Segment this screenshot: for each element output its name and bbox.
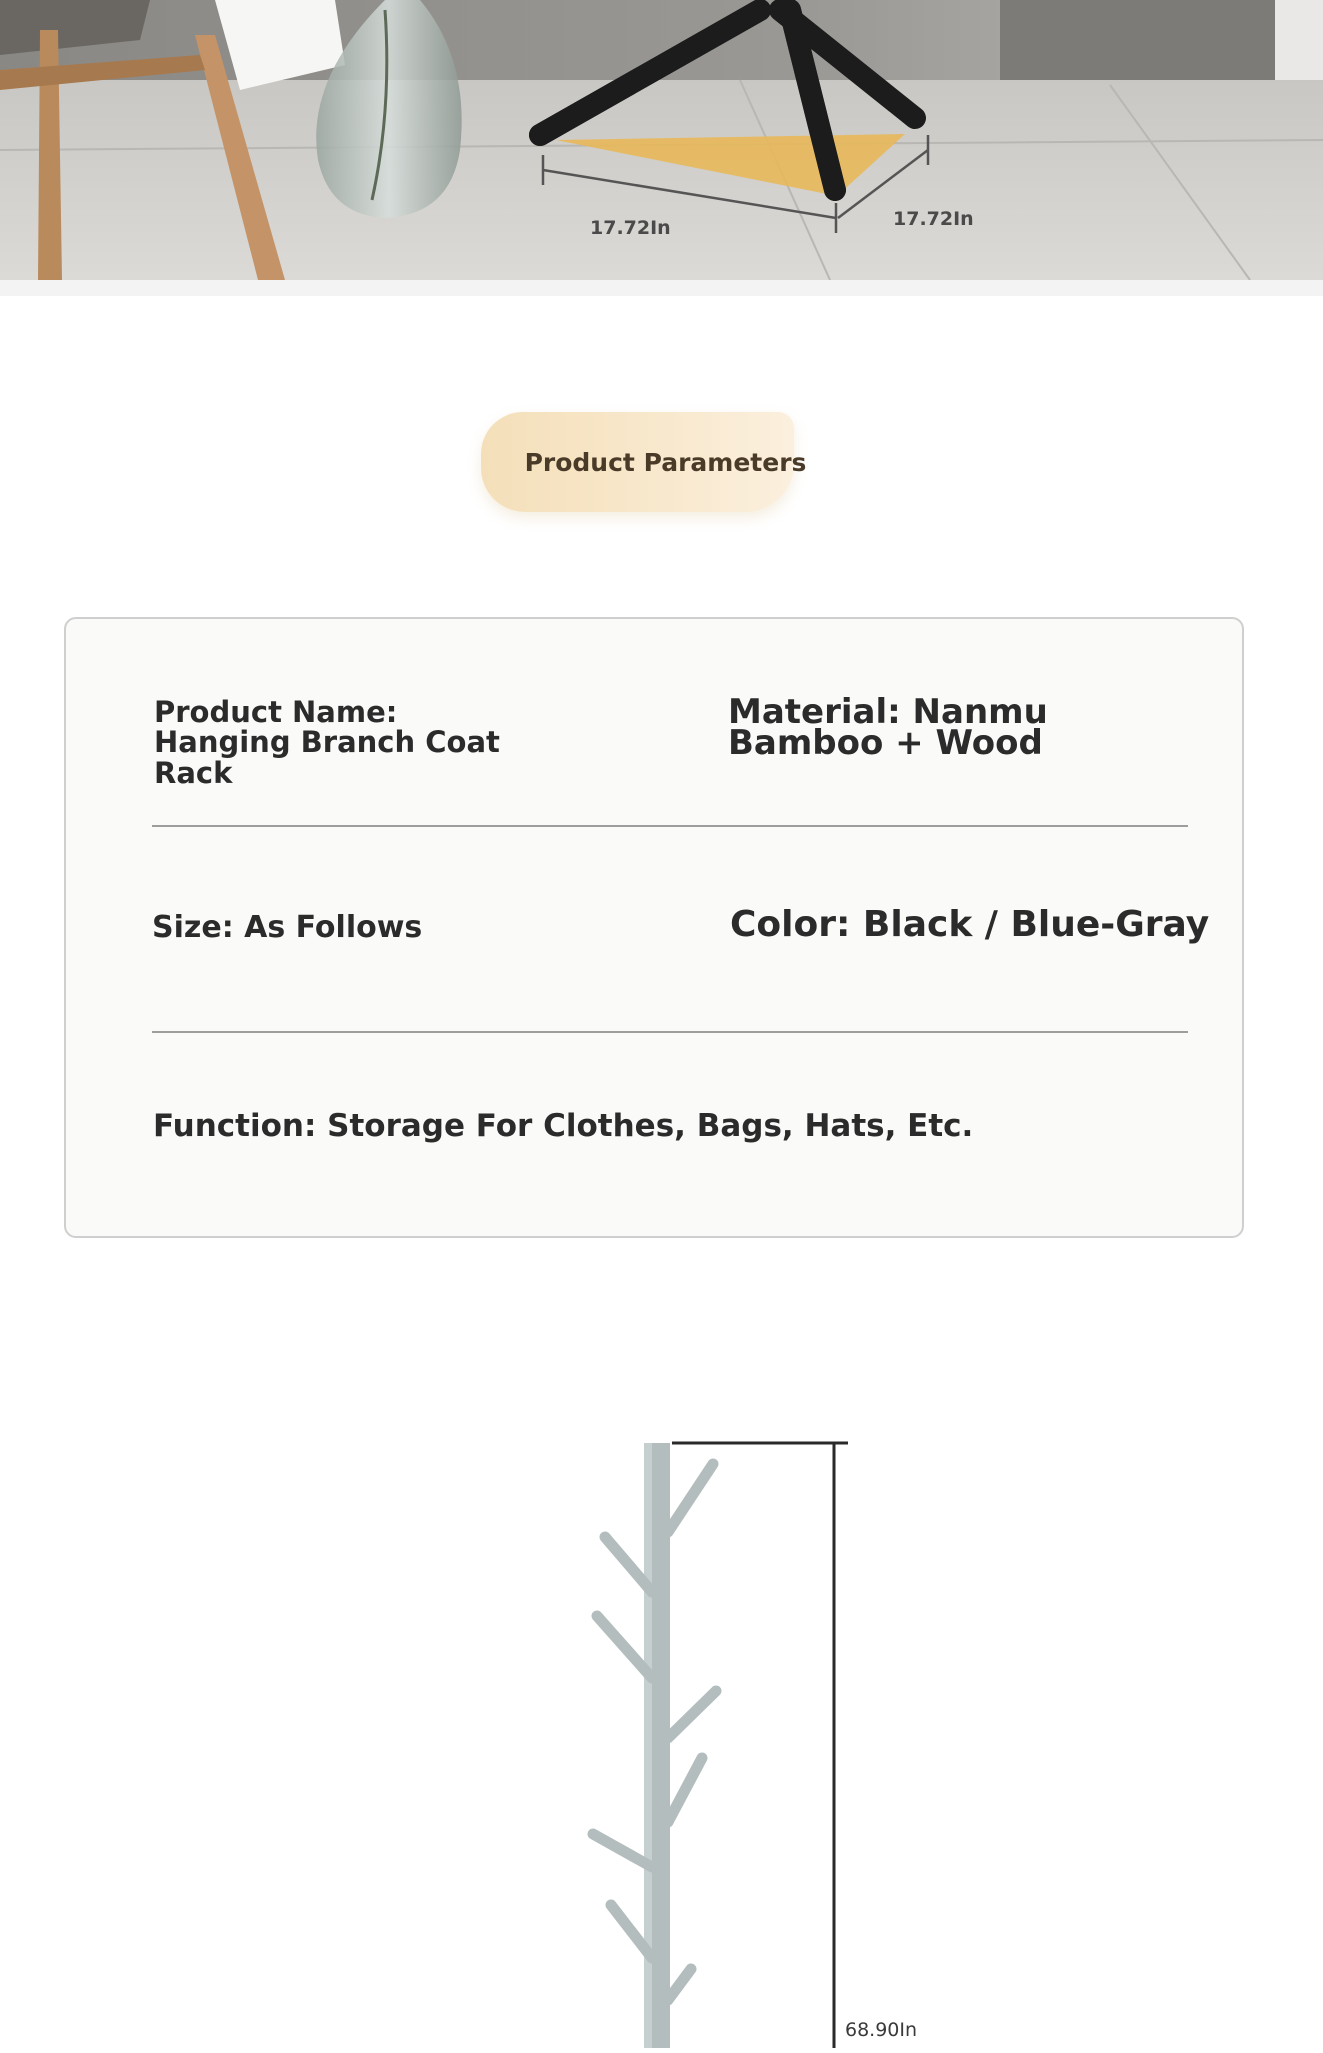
hero-photo-illustration	[0, 0, 1323, 296]
function-param: Function: Storage For Clothes, Bags, Hats, Etc.	[153, 1108, 974, 1144]
hero-product-photo	[0, 0, 1323, 296]
divider	[152, 1031, 1188, 1033]
section-title: Product Parameters	[524, 447, 807, 477]
color-param: Color: Black / Blue-Gray	[730, 904, 1210, 945]
product-name-param: Product Name: Hanging Branch Coat Rack	[154, 695, 500, 790]
hero-depth-dimension: 17.72In	[893, 208, 974, 230]
size-param: Size: As Follows	[152, 910, 423, 945]
rack-height-dimension: 68.90In	[845, 2019, 918, 2041]
coat-rack-image	[0, 1380, 1323, 2048]
divider	[152, 825, 1188, 827]
product-parameters-card	[64, 617, 1244, 1238]
coat-rack-dimension-illustration	[0, 1380, 1323, 2048]
section-title-pill	[481, 412, 807, 512]
hero-width-dimension: 17.72In	[590, 217, 671, 239]
material-param: Material: Nanmu Bamboo + Wood	[728, 692, 1048, 764]
